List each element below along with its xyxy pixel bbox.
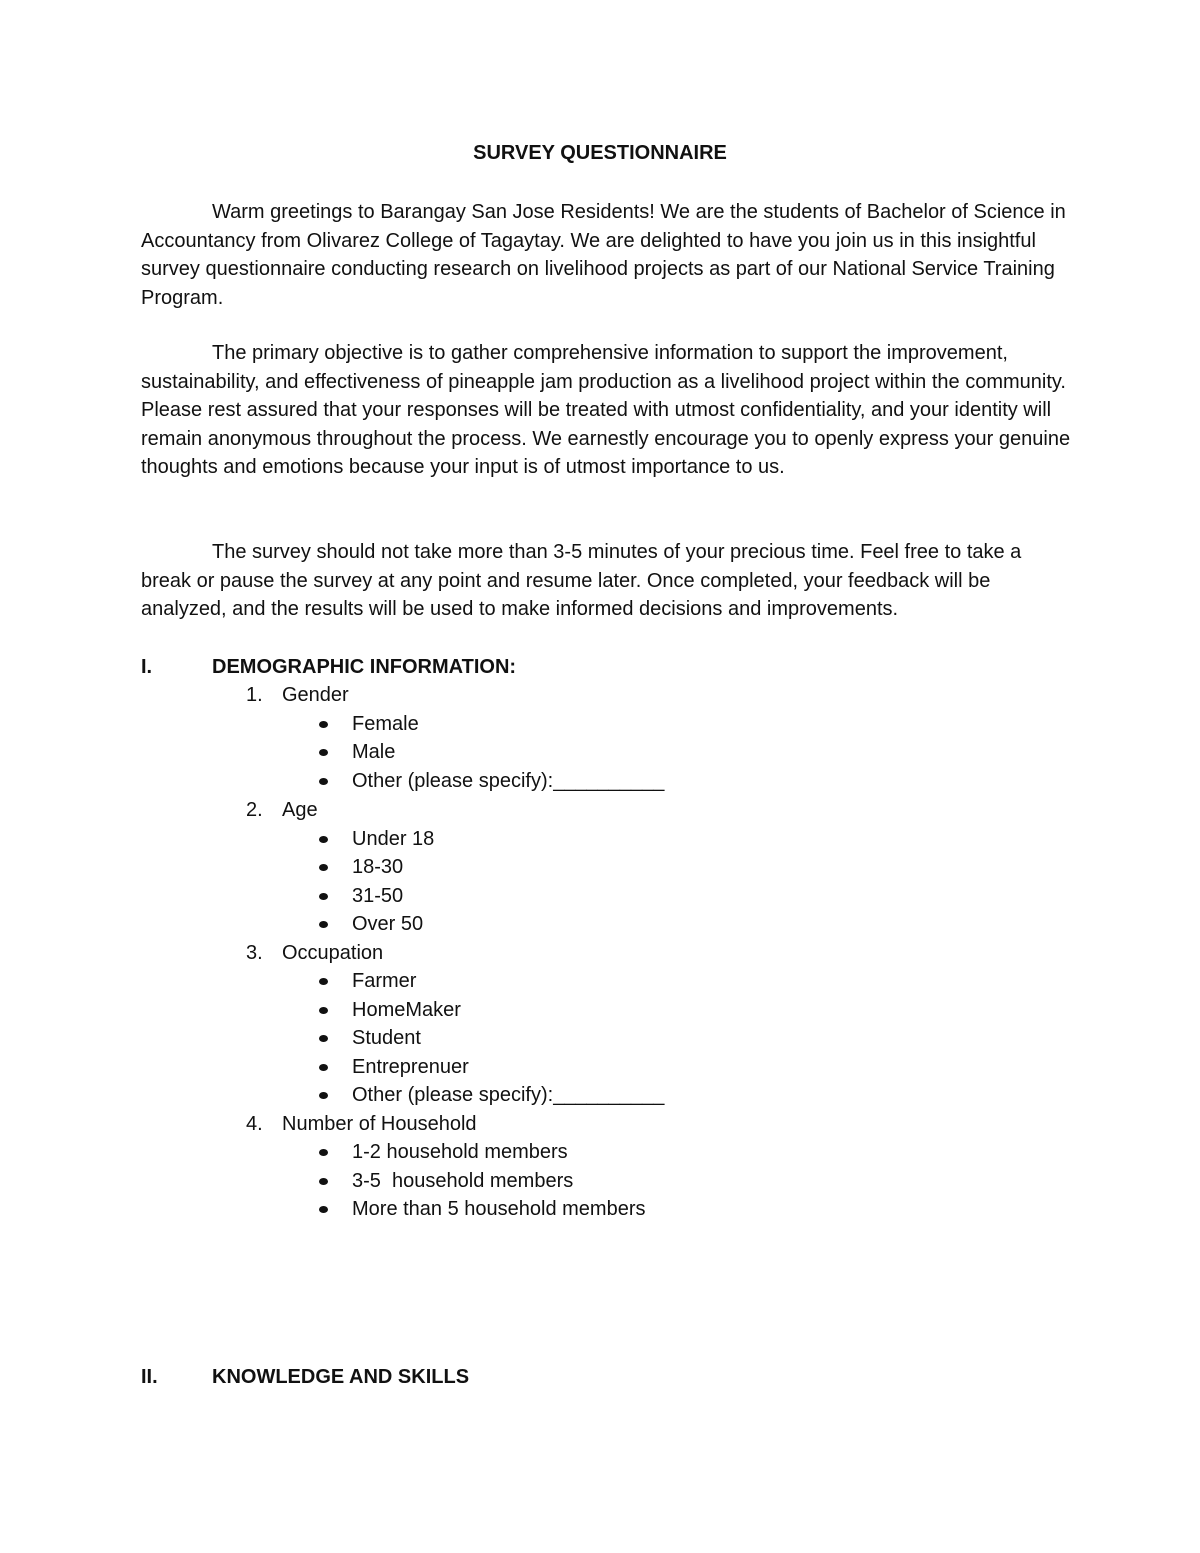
section-title: DEMOGRAPHIC INFORMATION:	[212, 656, 517, 678]
bullet-icon	[319, 836, 328, 843]
question-label: Gender	[282, 684, 349, 706]
question-gender	[246, 681, 946, 710]
option-item	[246, 1053, 946, 1082]
bullet-icon	[319, 893, 328, 900]
option-label: Under 18	[352, 827, 435, 850]
option-item	[246, 1081, 946, 1110]
bullet-icon	[319, 1064, 328, 1071]
option-label: 18-30	[352, 856, 404, 878]
option-label: Female	[352, 712, 419, 735]
section-title: KNOWLEDGE AND SKILLS	[212, 1366, 470, 1388]
question-label: Occupation	[282, 941, 384, 964]
bullet-icon	[319, 749, 328, 756]
demographic-question-list	[246, 681, 946, 1224]
question-household	[246, 1110, 946, 1139]
option-item	[246, 710, 946, 739]
option-label: 3-5 household members	[352, 1169, 574, 1192]
section-numeral: II.	[141, 1366, 158, 1388]
question-label: Age	[282, 799, 318, 821]
question-number: 3.	[246, 941, 263, 964]
option-label: 31-50	[352, 884, 404, 907]
option-label: Over 50	[352, 913, 424, 935]
option-item	[246, 767, 946, 796]
question-number: 2.	[246, 799, 263, 821]
option-item	[246, 825, 946, 854]
option-label: Student	[352, 1027, 421, 1049]
bullet-icon	[319, 921, 328, 928]
question-number: 4.	[246, 1112, 263, 1135]
option-label: More than 5 household members	[352, 1198, 646, 1220]
bullet-icon	[319, 1007, 328, 1014]
bullet-icon	[319, 864, 328, 871]
bullet-icon	[319, 1178, 328, 1185]
section-heading-knowledge	[141, 1365, 469, 1389]
option-label: Other (please specify):__________	[352, 769, 665, 792]
option-item	[246, 996, 946, 1025]
option-label: Male	[352, 741, 396, 763]
bullet-icon	[319, 778, 328, 785]
bullet-icon	[319, 1092, 328, 1099]
question-number: 1.	[246, 684, 263, 706]
duration-paragraph: The survey should not take more than 3-5 minutes of your precious time. Feel free to take a break or pause the survey at any point and resume later. Once completed, your feedback will be analyzed, and the results will be used to make informed decisions and improvements.	[141, 541, 1022, 621]
option-item	[246, 1024, 946, 1053]
bullet-icon	[319, 1149, 328, 1156]
option-label: Entreprenuer	[352, 1055, 469, 1078]
section-numeral: I.	[141, 656, 153, 678]
question-occupation	[246, 939, 946, 968]
objective-paragraph: The primary objective is to gather comprehensive information to support the improvement, sustainability, and effectiveness of pineapple jam production as a livelihood project within the community. Please rest assured that your responses will be treated with utmost confidentiality, and your identity will remain anonymous throughout the process. We earnestly encourage you to openly express your genuine thoughts and emotions because your input is of utmost importance to us.	[141, 342, 1071, 479]
option-item	[246, 1138, 946, 1167]
question-age	[246, 796, 946, 825]
option-label: 1-2 household members	[352, 1141, 568, 1163]
option-item	[246, 1195, 946, 1224]
option-item	[246, 967, 946, 996]
option-label: Farmer	[352, 970, 417, 992]
option-item	[246, 882, 946, 911]
bullet-icon	[319, 1206, 328, 1213]
option-item	[246, 910, 946, 939]
page-title: SURVEY QUESTIONNAIRE	[473, 142, 727, 164]
option-label: Other (please specify):__________	[352, 1084, 665, 1106]
question-label: Number of Household	[282, 1112, 477, 1135]
bullet-icon	[319, 721, 328, 728]
section-heading-demographic	[141, 655, 516, 679]
bullet-icon	[319, 1035, 328, 1042]
option-item	[246, 853, 946, 882]
intro-paragraph: Warm greetings to Barangay San Jose Residents! We are the students of Bachelor of Science in Accountancy from Olivarez College of Tagaytay. We are delighted to have you join us in this insightful survey questionnaire conducting research on livelihood projects as part of our National Service Training Program.	[141, 201, 1066, 309]
option-item	[246, 1167, 946, 1196]
bullet-icon	[319, 978, 328, 985]
option-label: HomeMaker	[352, 998, 461, 1021]
option-item	[246, 738, 946, 767]
